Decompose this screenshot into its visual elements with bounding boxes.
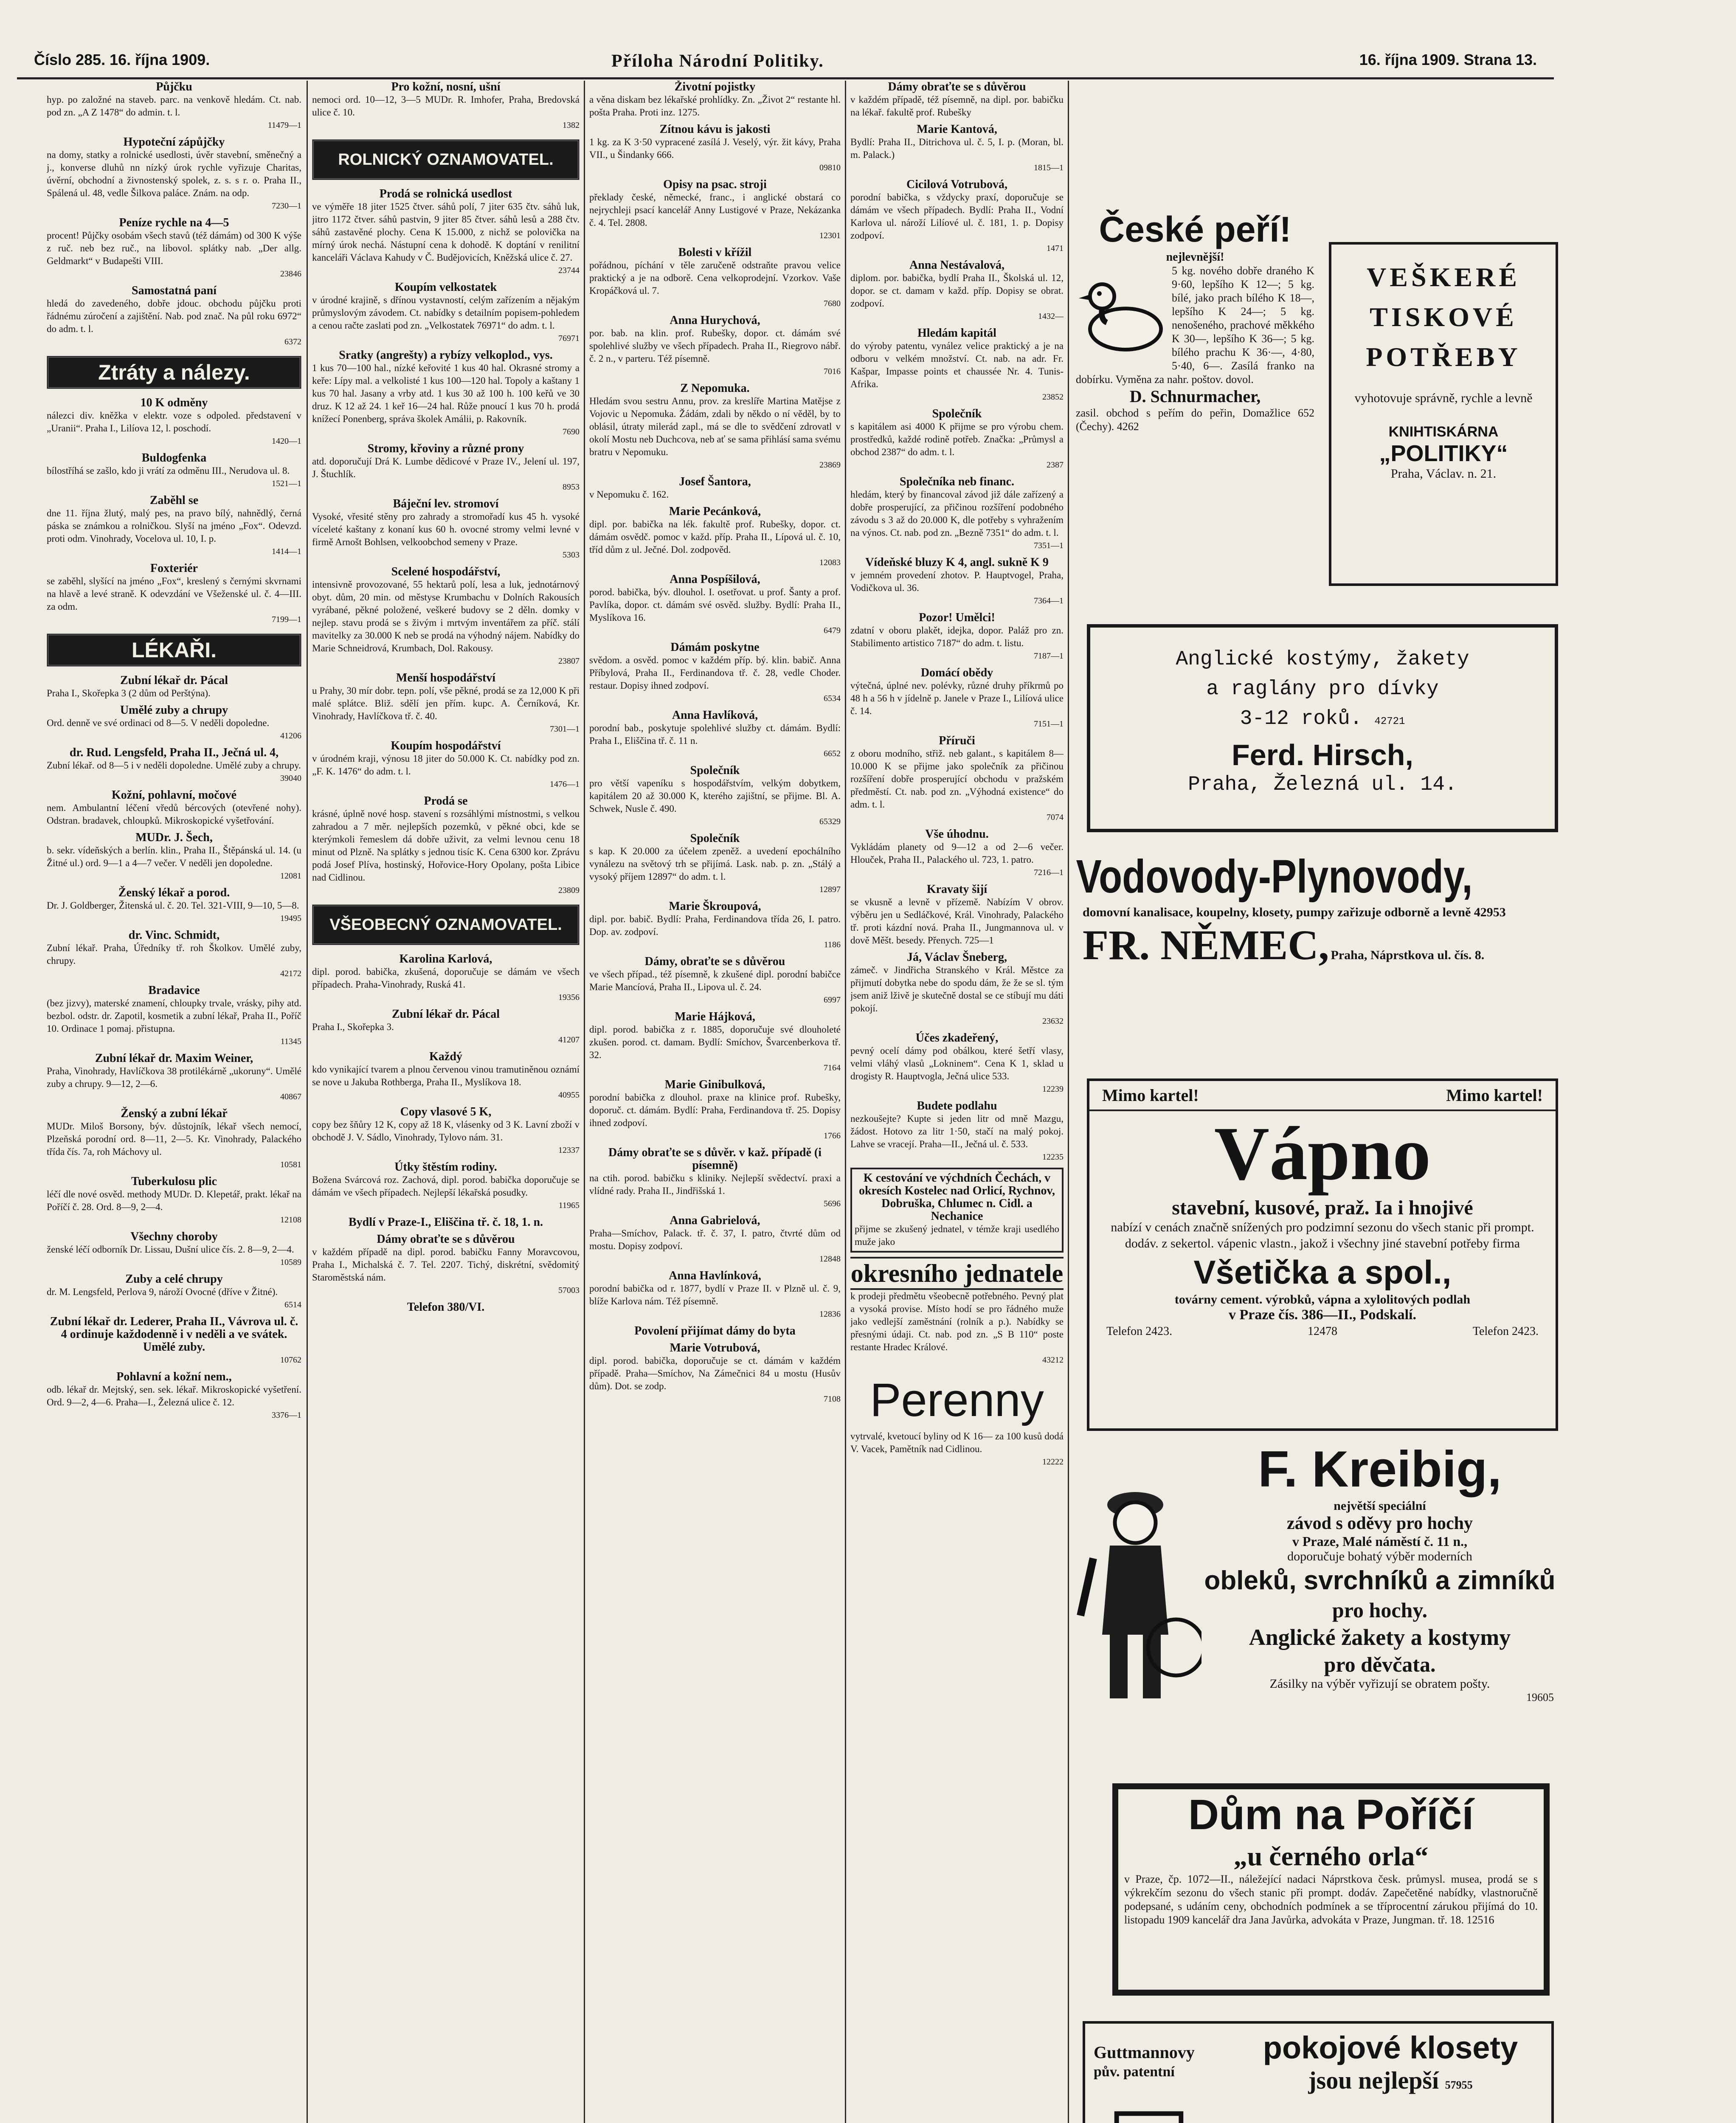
classified-ad: Zubní lékař dr. Pácal Praha I., Skořepka 3 (2 dům od Perštýna). <box>47 674 228 698</box>
clothing-line-1: závod s oděvy pro hochy <box>1287 1514 1473 1533</box>
lime-banner: Mimo kartel! Mimo kartel! <box>1089 1081 1556 1111</box>
classified-ad: Kravaty šijí se vkusně a levně v přízemě. Nabízím V obrov. výběru jen u Sedláčkové, Král. Vinohrady, Palackého tř. proti kázdní nová. Praha II., Jungmannova ul. v dově Měšt. besedy. Přenych. 725—1 <box>850 883 1064 946</box>
section-farm: ROLNICKÝ OZNAMOVATEL. <box>312 139 580 180</box>
classified-ad: Pro kožní, nosní, ušní nemoci ord. 10—12, 3—5 MUDr. R. Imhofer, Praha, Bredovská ulice č. 10. 1382 <box>312 81 580 130</box>
lime-subtitle-2: továrny cement. výrobků, vápna a xylolitových podlah <box>1174 1292 1471 1306</box>
classified-ad: Zítnou kávu is jakosti 1 kg. za K 3·50 vypracené zasílá J. Veselý, výr. žit kávy, Praha VII., u Šindanky 666. 09810 <box>589 123 841 172</box>
clothing-text <box>1197 1439 1562 1704</box>
classified-ad: Dámy obraťte se s důvěrou v každém případě, též písemně, na dipl. por. babičku na lékař. fakultě prof. Rubešky <box>850 81 1064 118</box>
boy-illustration-icon <box>1074 1465 1201 1728</box>
classified-ad: Společník s kap. K 20.000 za účelem zpeněž. a uvedení epochálního vynálezu na světový trh se přijímá. Lask. nab. p. zn. „Stálý a vysoký příjem 12897“ do adm. t. l. 12897 <box>589 832 841 894</box>
column-1 <box>47 81 301 2123</box>
classified-ad: Z Nepomuka. Hledám svou sestru Annu, prov. za kreslíře Martina Matějse z Vojovic u Nepomuka. Žádám, zdali by někdo o ní věděl, by to oblásil, útraty milerád zapl., má se dle to svědčení zdrovatl v okolí Mostu neb Duchcova, neb ať se sama přihlásí sama svému bratru v Nepomuku. 23869 <box>589 382 841 470</box>
classified-ad: Marie Kantová, Bydlí: Praha II., Ditrichova ul. č. 5, I. p. (Moran, bl. m. Palack.) 1815—1 <box>850 123 1064 172</box>
classified-ad: Bydlí v Praze-I., Eliščina tř. č. 18, 1. n. <box>348 1216 543 1229</box>
feather-ad <box>1070 208 1320 658</box>
classified-ad: okresního jednatele k prodeji předmětu všeobecně potřebného. Pevný plat a vysoká provise. Místo hodí se pro řádného muže jako vedlejší zaměstnání (rolník a p.). Nabídky se přesnými údaji. Ct. nab. pod zn. „S B 110“ poste restante Hradec Králové. 43212 <box>850 1257 1064 1366</box>
issue-number: Číslo 285. 16. října 1909. <box>34 51 210 68</box>
classified-ad: Já, Václav Šneberg, zámeč. v Jindřicha Stranského v Král. Městce za přijmutí dobytka nebe do spodu dám, že že se sl. tým jsem aniž lživě je skutečně dostal se ce stíbují mu dáti pokojí. 23632 <box>850 951 1064 1026</box>
classified-ad: Marie Škroupová, dipl. por. babič. Bydlí: Praha, Ferdinandova třída 26, I. patro. Dop. av. zodpoví. 1186 <box>589 900 841 949</box>
classified-ad: Scelené hospodářství, intensivně provozované, 55 hektarů polí, lesa a luk, jednotárnový obyt. dům, 20 min. od městyse Krumbachu v Dolních Rakousích vyrábané, pěkné položené, veškeré budovy se 2 děln. domky v nejlep. stavu prodá se s živým i mrtvým inventářem za příč. stálí mavitelky za 30.000 K neb se prodá na výhodný nájem. Nabídky do Marie Schneidrová, Krumbach, Dol. Rakousy. 23807 <box>312 565 580 666</box>
printing-firm: KNIHTISKÁRNA <box>1388 424 1499 440</box>
classified-ad: Zuby a celé chrupy dr. M. Lengsfeld, Perlova 9, nároží Ovocné (dříve v Žitné). 6514 <box>47 1273 301 1309</box>
column-rule <box>845 81 846 2123</box>
classified-ad: Telefon 380/VI. <box>407 1301 485 1314</box>
classified-ad: Dámy obraťte se s důvěr. v kaž. případě (i písemně) na ctih. porod. babičku s kliniky. Nejlepší svědectví. praxi a vlídné rady. Praha II., Jindřišská 1. 5696 <box>589 1146 841 1208</box>
clothing-subtitle: největší speciální <box>1334 1499 1426 1513</box>
classified-ad: Perenny vytrvalé, kvetoucí byliny od K 16— za 100 kusů dodá V. Vacek, Pamětník nad Cidlinou. 12222 <box>850 1374 1064 1467</box>
clothing-line-5: pro hochy. <box>1332 1598 1428 1622</box>
classified-ad: Dámy, obraťte se s důvěrou ve všech případ., též písemně, k zkušené dipl. porodní babičce Marie Mancíová, Praha II., Lipova ul. č. 24. 6997 <box>589 955 841 1005</box>
classified-ad: Vídeňské bluzy K 4, angl. sukně K 9 v jemném provedení zhotov. P. Hauptvogel, Praha, Vodičkova ul. 36. 7364—1 <box>850 556 1064 605</box>
toilet-patent: pův. patentní <box>1094 2064 1175 2080</box>
costume-address: Praha, Železná ul. 14. <box>1188 773 1457 796</box>
lime-subtitle: stavební, kusové, praž. Ia i hnojivé <box>1172 1197 1473 1219</box>
classified-ad: Tuberkulosu plic léčí dle nové osvěd. methody MUDr. D. Klepetář, prakt. lékař na Poříčí č. 28. Ord. 8—9, 2—4. 12108 <box>47 1175 301 1225</box>
toilet-brand: Guttmannovy <box>1094 2042 1195 2062</box>
commode-chair-icon <box>1102 2109 1196 2123</box>
lime-phones: Telefon 2423. 12478 Telefon 2423. <box>1106 1325 1539 1338</box>
farm-ads <box>312 188 580 897</box>
lime-ad <box>1087 1078 1558 1431</box>
classified-ad: Anna Nestávalová, diplom. por. babička, bydlí Praha II., Školská ul. 12, dopor. se ct. damam v každ. příp. Dopisy se obrat. zodpoví. 1432— <box>850 259 1064 321</box>
classified-ad: Každý kdo vynikající tvarem a plnou červenou vinou tramutiněnou oznámí se nove u Jakuba Rothberga, Praha II., Myslíkova 18. 40955 <box>312 1050 580 1100</box>
classified-ad: Koupím hospodářství v úrodném kraji, výnosu 18 jiter do 50.000 K. Ct. nabídky pod zn. „F. K. 1476“ do adm. t. l. 1476—1 <box>312 739 580 789</box>
duck-icon <box>1074 268 1168 362</box>
clothing-company: F. Kreibig, <box>1258 1441 1502 1498</box>
classified-ad: Bradavice (bez jizvy), materské znamení, chloupky trvale, vrásky, pihy atd. bezbol. odstr. dr. Zapotil, kosmetik a zubní lékař, Praha II., Poříč 10. Ordinace 1 pomaj. přistupna. 11345 <box>47 984 301 1046</box>
page-date: 16. října 1909. Strana 13. <box>1359 51 1537 68</box>
clothing-line-3: doporučuje bohatý výběr moderních <box>1287 1549 1472 1563</box>
plumbing-firm: FR. NĚMEC, Praha, Náprstkova ul. čís. 8. <box>1083 921 1485 969</box>
classified-ad: Prodá se rolnická usedlost ve výměře 18 jiter 1525 čtver. sáhů polí, 7 jiter 635 čtv. sáhů luk, jitro 1172 čtver. sáhů pastvin, 9 jiter 85 čtver. sáhů lesů a 288 čtv. sáhů zastavěné plochy. Cena K 15.000, z nichž se polovička na mírný úrok nechá. Nástupní cena k dohodě. K doptání v renilitní kanceláři Václava Kahudy v Č. Budějovicích, Kněžská ulice č. 27. 23744 <box>312 187 580 275</box>
classified-ad: Prodá se krásné, úplně nové hosp. stavení s rozsáhlými místnostmi, s velkou zahradou a 7 měr. nejlepších pozemků, v pěkné obci, kde se kterýmkoli řemeslem dá dobře uživit, za velmi levnou cenu 18 minut od Plzně. Na splátky s jednou tisíc K. Cena 6300 kor. Zprávu podá Josef Plíva, hostinský, Hořovice-Hory Opolany, pošta Libice nad Cidlinou. 23809 <box>312 794 580 895</box>
classified-ad: dr. Rud. Lengsfeld, Praha II., Ječná ul. 4, Zubní lékař. od 8—5 i v neděli dopoledne. Umělé zuby a chrupy. 39040 <box>47 746 301 783</box>
clothing-ad <box>1074 1439 1562 1754</box>
section-doctors: LÉKAŘI. <box>47 634 301 667</box>
classified-ad: Karolina Karlová, dipl. porod. babička, zkušená, doporučuje se dámám ve všech případech. Praha-Vinohrady, Ruská 41. 19356 <box>312 952 580 1002</box>
clothing-line-2: v Praze, Malé náměstí č. 11 n., <box>1292 1534 1468 1549</box>
classified-ad: Hledám kapitál do výroby patentu, vynález velice praktický a je na odboru v velkém množství. Ct. nab. na adr. Fr. Kašpar, Impasse points et chaussée Nr. 4. Tunis-Afrika. 23852 <box>850 327 1064 402</box>
classified-ad: Anna Pospíšilová, porod. babička, býv. dlouhol. I. osetřovat. u prof. Šanty a prof. Pavlíka, dopor. ct. dámám své osvěd. služby. Bydlí: Praha II., Myslíkova 16. 6479 <box>589 573 841 635</box>
classified-ad: Útky štěstím rodiny. Božena Svárcová roz. Zachová, dipl. porod. babička doporučuje se dámám ve všech případech. Nejlepší lékařská posudky. 11965 <box>312 1160 580 1210</box>
classified-ad: Domácí obědy výtečná, úplné nev. polévky, různé druhy příkrmů po 48 h a 56 h v jídelně p. Janele v Praze I., Lilíová ulice č. 14. 7151—1 <box>850 666 1064 729</box>
costume-name: Ferd. Hirsch, <box>1232 738 1413 771</box>
classified-ad: Marie Hájková, dipl. porod. babička z r. 1885, doporučuje své dlouholeté zkušen. porod. ct. damam. Bydlí: Smíchov, Švarcenberkova tř. 32. 7164 <box>589 1010 841 1073</box>
classified-ad: Příruči z oboru modního, střiž. neb galant., s kapitálem 8—10.000 K se přijme jako společník za přičinou rozšíření dobře prosperující obchodu v pražském předměstí. Ct. nab. pod zn. „Výhodná existence“ do adm. t. l. 7074 <box>850 734 1064 822</box>
clothing-line-8: Zásilky na výběr vyřizují se obratem pošty. <box>1269 1677 1490 1691</box>
general-ads <box>312 953 580 1314</box>
classified-ad: Anna Havlínková, porodní babička od r. 1877, bydlí v Praze II. v Plzně ul. č. 9, blíže Karlova nám. Též písemně. 12836 <box>589 1269 841 1319</box>
classified-ad: Bolesti v křížil pořádnou, píchání v těle zaručeně odstraňte pravou velice praktický a je na odborě. Cena velkoprodejní. Vzorkov. Vaše Kropáčková ul. 7. 7680 <box>589 246 841 308</box>
classified-ad: Dámám poskytne svědom. a osvěd. pomoc v každém příp. bý. klin. babič. Anna Příbylová, Praha II., Ferdinandova tř. č. 28, vedle Choder. restaur. Dopisy ihned zodpoví. 6534 <box>589 641 841 703</box>
classified-ad: Budete podlahu nezkoušejte? Kupte si jeden litr od mně Mazgu, žádost. Hotovo za litr 1·50, stačí na malý pokoj. Lahve se vracejí. Praha—II., Ječná ul. č. 533. 12235 <box>850 1099 1064 1162</box>
classified-ad: Společníka neb financ. hledám, který by financoval závod již dále zařízený a dobře prosperující, za přičinou rozšíření podobného závodu s 3 až do 20.000 K, dle potřeby s vyhražením na výnos. Ct. nab. pod zn. „Bezně 7351“ do adm. t. l. 7351—1 <box>850 475 1064 550</box>
costume-ad <box>1087 624 1558 832</box>
feather-title: České peří! <box>1099 209 1291 249</box>
classified-ad: Menší hospodářství u Prahy, 30 mír dobr. tepn. polí, vše pěkné, prodá se za 12,000 K při malé splátce. Bliž. sdělí jen přím. kupc. A. Černíková, Kr. Vinohrady, Havlíčkova tř. č. 40. 7301—1 <box>312 671 580 734</box>
printing-text: vyhotovuje správně, rychle a levně <box>1354 391 1533 405</box>
classified-ad: Josef Šantora, v Nepomuku č. 162. <box>589 475 751 500</box>
printing-name: „POLITIKY“ <box>1379 441 1508 466</box>
column-rule <box>584 81 585 2123</box>
classified-ad: Dámy obraťte se s důvěrou v každém případě na dipl. porod. babičku Fanny Moravcovou, Praha I., Michalská č. 7. Tel. 2207. Tichý, diskrétní, svědomitý Staroměstská nám. 57003 <box>312 1233 580 1295</box>
house-title: Dům na Poříčí <box>1188 1791 1474 1839</box>
classified-ad: Báječní lev. stromoví Vysoké, vřesité stěny pro zahrady a stromořadí kus 45 h. vysoké víceleté kaštany z konaní kus 60 h. ovocné stromy velmi levné v firmě Arnošt Bohlsen, velkoobchod semeny v Praze. 5303 <box>312 497 580 560</box>
classified-ad: Umělé zuby a chrupy Ord. denně ve své ordinaci od 8—5. V neděli dopoledne. 41206 <box>47 704 301 741</box>
classified-ad: Ženský lékař a porod. Dr. J. Goldberger, Žitenská ul. č. 20. Tel. 321-VIII, 9—10, 5—8. 19495 <box>47 886 301 923</box>
lime-text: nabízí v cenách značně snížených pro podzimní sezonu do všech stanic při prompt. dodáv. z sekertol. vápenic vlastn., jakož i všechny jiné stavební potřeby firma <box>1111 1220 1534 1250</box>
feather-address: zasil. obchod s peřím do peřin, Domažlice 652 (Čechy). 4262 <box>1076 407 1314 433</box>
column-3 <box>589 81 841 2123</box>
classified-ad: Buldogfenka bílostříhá se zašlo, kdo ji vrátí za odměnu III., Nerudova ul. 8. 1521—1 <box>47 451 301 488</box>
classified-ad: Ženský a zubní lékař MUDr. Miloš Borsony, býv. důstojník, lékař všech nemocí, Plzeňská porodní ord. 8—11, 2—5. Kr. Vinohrady, Palackého třída čís. 7a, roh Máchovy ul. 10581 <box>47 1107 301 1169</box>
costume-line-3: 3-12 roků. 42721 <box>1240 707 1405 730</box>
plumbing-ad <box>1074 849 1562 1062</box>
toilet-header <box>1085 2024 1551 2100</box>
classified-ad: 10 K odměny nálezci div. kněžka v elektr. voze s odpoled. představení v „Uranii“. Praha I., Lilíova 12, l. poschodí. 1420—1 <box>47 396 301 446</box>
classified-ad: MUDr. J. Šech, b. sekr. vídeňských a berlín. klin., Praha II., Štěpánská ul. 14. (u Žitné ul.) ord. 9—1 a 4—7 večer. V neděli jen dopoledne. 12081 <box>47 831 301 881</box>
toilet-subtitle: jsou nejlepší 57955 <box>1308 2067 1473 2094</box>
classified-ad: Anna Gabrielová, Praha—Smíchov, Palack. tř. č. 37, I. patro, čtvrté dům od mostu. Dopisy zodpoví. 12848 <box>589 1214 841 1264</box>
classified-ad: Zubní lékař dr. Lederer, Praha II., Vávrova ul. č. 4 ordinuje každodenně i v neděli a ve svátek. Umělé zuby. 10762 <box>50 1315 301 1365</box>
printing-title: VEŠKERÉ TISKOVÉ POTŘEBY <box>1366 262 1521 372</box>
costume-line-1: Anglické kostýmy, žakety <box>1176 648 1469 671</box>
classified-ad: Zubní lékař dr. Maxim Weiner, Praha, Vinohrady, Havlíčkova 38 protilékárně „ukoruny“. Umělé zuby a chrupy. 9—12, 2—6. 40867 <box>47 1052 301 1101</box>
section-lost-found: Ztráty a nálezy. <box>47 356 301 389</box>
clothing-line-6: Anglické žakety a kostymy <box>1249 1625 1511 1650</box>
classified-ad: Sratky (angrešty) a rybízy velkoplod., vys. 1 kus 70—100 hal., nízké keřovité 1 kus 40 hal. Okrasné stromy a keře: Lípy mal. a velkolisté 1 kus 100—120 hal. Topoly a kaštany 1 kus 70 hal. Jasany a vrby atd. 1 kus 30 až 100 h. 100 keřů ve 30 druz. K 12 až 24. 1 keř 16—24 hal. Růže pnoucí 1 kus 70 h. prodá knížecí Ponenberg, správa školek Amálii, p. Rakovník. 7690 <box>312 349 580 436</box>
column-4 <box>850 81 1064 2123</box>
printing-ad <box>1329 242 1558 586</box>
loan-ads <box>47 81 301 348</box>
classified-ad: Peníze rychle na 4—5 procent! Půjčky osobám všech stavů (též dámám) od 300 K výše z ruč. neb bez ruč., na libovol. splátky nab. „Der allg. Geldmarkt“ v Budapešti VIII. 23846 <box>47 216 301 279</box>
classified-ad: Společník pro větší vapeníku s hospodářstvím, velkým dobytkem, kapitálem 20 až 30.000 K, kterého zajištní, se přijme. Bl. A. Schwek, Nusle č. 490. 65329 <box>589 764 841 826</box>
feather-subtitle: nejlevnější! <box>1166 251 1224 264</box>
classified-ad: Účes zkadeřený, pevný ocelí dámy pod obálkou, které šetří vlasy, velmi vláhý vlasů „Lokninem“. Cena K 1, sklad u drogisty R. Hauptvogla, Ječná ulice 533. 12239 <box>850 1031 1064 1094</box>
feather-text: 5 kg. nového dobře draného K 9·60, lepšího K 12—; 5 kg. bílé, jako prach bílého K 18—, lepšího K 24—; 5 kg. nenošeného, prachové měkkého K 30—, lepšího K 36—; 5 kg. bílého prachu K 36·—, 4·80, 5·40, 6—. Zasílá franko na dobírku. Vyměna za nahr. poštov. dovol. <box>1076 265 1314 386</box>
toilet-ad <box>1083 2021 1554 2123</box>
classified-ad: Kožní, pohlavní, močové nem. Ambulantní léčení vředů bércových (otevřené nohy). Odstran. bradavek, chloupků. Mikroskopické vyšetřování. <box>47 788 301 826</box>
printing-address: Praha, Václav. n. 21. <box>1390 467 1497 481</box>
clothing-number: 19605 <box>1526 1691 1554 1703</box>
house-text: v Praze, čp. 1072—II., náležející nadaci Náprstkova česk. průmysl. musea, prodá se s výkrekčím sezonu do všech stanic při prompt. dodáv. Zapečetěné nabídky, vlastnoručně podepsané, s udáním ceny, obchodních podmínek a se tříprocentní zárukou přijímá do 10. listopadu 1909 kancelář dra Jana Javůrka, advokáta v Praze, Jungman. tř. 18. 12516 <box>1124 1873 1538 1926</box>
classified-ad: Zaběhl se dne 11. října žlutý, malý pes, na pravo bílý, nahnědlý, černá páska se známkou a rolničkou. Slyší na jméno „Fox“. Odevzd. proti odm. Vinohrady, Vocelova ul. 10, I. p. 1414—1 <box>47 494 301 556</box>
classified-ad: Marie Votrubová, dipl. porod. babička, doporučuje se ct. dámám v každém případě. Praha—Smíchov, Na Zámečnici 84 u mostu (Husův dům). Dot. se zodp. 7108 <box>589 1341 841 1404</box>
classified-ad: Pohlavní a kožní nem., odb. lékař dr. Mejtský, sen. sek. lékař. Mikroskopické vyšetření. Ord. 9—2, 4—6. Praha—I., Železná ulice č. 12. 3376—1 <box>47 1370 301 1420</box>
classified-ad: Povolení přijímat dámy do byta <box>634 1324 796 1337</box>
lost-found-ads <box>47 397 301 626</box>
classified-ad: Životní pojistky a věna diskam bez lékařské prohlídky. Zn. „Život 2“ restante hl. pošta Praha. Proti inz. 1275. <box>589 81 841 118</box>
toilet-title: pokojové klosety <box>1263 2030 1518 2065</box>
classified-ad: Foxteriér se zaběhl, slyšící na jméno „Fox“, kreslený s černými skvrnami na hlavě a levé straně. K odevzdání ve Všeženské ul. č. 4—III. za odm. 7199—1 <box>47 562 301 624</box>
classified-ad: K cestování ve výchdních Čechách, v okresích Kostelec nad Orlicí, Rychnov, Dobruška, Chlumec n. Cidl. a Nechanice přijme se zkušený jednatel, v témže kraji usedlého muže jako <box>850 1168 1064 1253</box>
classified-ad: Samostatná paní hledá do zavedeného, dobře jdouc. obchodu půjčku proti řádnému zúročení a zajištění. Nab. pod znač. Na půl roku 6972“ do adm. t. l. 6372 <box>47 284 301 346</box>
house-subtitle: „u černého orla“ <box>1233 1841 1429 1871</box>
column-2 <box>312 81 580 2123</box>
classified-ad: Všechny choroby ženské léčí odborník Dr. Lissau, Dušní ulice čís. 2. 8—9, 2—4. 10589 <box>47 1230 301 1267</box>
classified-ad: Marie Ginibulková, porodní babička z dlouhol. praxe na klinice prof. Rubešky, doporuč. ct. dámám. Bydlí: Praha, Ferdinandova tř. 25. Dopisy ihned zodpoví. 1766 <box>589 1078 841 1140</box>
feather-company: D. Schnurmacher, <box>1129 387 1261 406</box>
classified-ad: Koupím velkostatek v úrodné krajině, s dřínou vystavností, celým zařízením a nějakým průmyslovým závodem. Ct. nabídky s detailním popisem-pohledem a cenou račte zaslati pod zn. „Velkostatek 76971“ do adm. t. l. 76971 <box>312 281 580 343</box>
section-general: VŠEOBECNÝ OZNAMOVATEL. <box>312 904 580 945</box>
supplement-title: Příloha Národní Politiky. <box>611 51 824 71</box>
lime-company: Všetička a spol., <box>1193 1253 1452 1291</box>
classified-ad: Půjčku hyp. po založné na staveb. parc. na venkově hledám. Ct. nab. pod zn. „A Z 1478“ do admin. t. l. 11479—1 <box>47 81 301 130</box>
plumbing-title: Vodovody-Plynovody, <box>1076 850 1473 903</box>
classified-ad: Zubní lékař dr. Pácal Praha I., Skořepka 3. 41207 <box>312 1008 580 1045</box>
doctor-ads <box>47 674 301 1422</box>
classified-ad: Pozor! Umělci! zdatní v oboru plakět, idejka, dopor. Paláž pro zn. Stabilimento artistico 7187“ do adm. t. listu. 7187—1 <box>850 611 1064 661</box>
lime-address: v Praze čís. 386—II., Podskalí. <box>1229 1307 1416 1323</box>
classified-ad: Hypoteční zápůjčky na domy, statky a rolnické usedlosti, úvěr stavební, směnečný a j., konverse dluhů nn nízký úrok rychle vyřizuje Charitas, úvěrní, obchodní a živnostenský spolek, z. s. s r. o. Praha II., Spálená ul. 48, vedle Šilkova paláce. Znám. na odp. 7230—1 <box>47 135 301 211</box>
column-rule <box>1068 81 1069 2123</box>
classified-ad: Anna Hurychová, por. bab. na klin. prof. Rubešky, dopor. ct. dámám své spolehlivé služby ve všech případech. Praha II., Riegrovo nábř. č. 2 n., v parteru. Též písemně. 7016 <box>589 314 841 376</box>
classified-ad: Opisy na psac. stroji překlady české, německé, franc., i anglické obstará co nejrychleji psací kancelář Anny Lustigové v Praze, Nekázanka č. 4. Tel. 2808. 12301 <box>589 178 841 240</box>
toilet-body <box>1085 2100 1551 2123</box>
classified-ad: Společník s kapitálem asi 4000 K přijme se pro výrobu chem. prostředků, každé rodině potřeb. Značka: „Průmysl a obchod 2387“ do adm. t. l. 2387 <box>850 407 1064 470</box>
classified-ad: Stromy, křoviny a různé prony atd. doporučují Drá K. Lumbe dědicové v Praze IV., Jelení ul. 197, J. Štuchlík. 8953 <box>312 442 580 492</box>
classified-ad: Marie Pecánková, dipl. por. babička na lék. fakultě prof. Rubešky, dopor. ct. dámám osvědč. pomoc v každ. příp. Praha II., Lípová ul. č. 10, tříd dům z ul. Ječné. Dol. zodpověd. 12083 <box>589 505 841 567</box>
house-sale-ad <box>1112 1783 1550 1996</box>
clothing-line-7: pro děvčata. <box>1324 1653 1436 1676</box>
lime-title: Vápno <box>1214 1111 1431 1196</box>
running-header <box>17 48 1554 79</box>
costume-line-2: a raglány pro dívky <box>1206 678 1439 701</box>
classified-ad: Cicilová Votrubová, porodní babička, s vždycky praxí, doporučuje se dámám ve všech případech. Bydlí: Praha II., Vodní Karlova ul. nároží Lilíové ul. č. 181, 1. p. Dopisy zodpoví. 1471 <box>850 178 1064 253</box>
classified-ad: dr. Vinc. Schmidt, Zubní lékař. Praha, Úředníky tř. roh Školkov. Umělé zuby, chrupy. 42172 <box>47 929 301 978</box>
classified-ad: Vše úhodnu. Vykládám planety od 9—12 a od 2—6 večer. Hlouček, Praha II., Palackého ul. 723, 1. patro. 7216—1 <box>850 828 1064 877</box>
classified-ad: Copy vlasové 5 K, copy bez šňůry 12 K, copy až 18 K, vlásenky od 3 K. Lavní zboží v obchodě J. V. Sádlo, Vinohrady, Tylovo nám. 31. 12337 <box>312 1105 580 1155</box>
column-rule <box>307 81 308 2123</box>
classified-ad: Anna Havlíková, porodní bab., poskytuje spolehlivé služby ct. dámám. Bydlí: Praha I., Eliščina tř. č. 11 n. 6652 <box>589 709 841 758</box>
clothing-line-4: obleků, svrchníků a zimníků <box>1204 1566 1556 1595</box>
plumbing-text: domovní kanalisace, koupelny, klosety, pumpy zařizuje odborně a levně 42953 <box>1083 905 1506 919</box>
